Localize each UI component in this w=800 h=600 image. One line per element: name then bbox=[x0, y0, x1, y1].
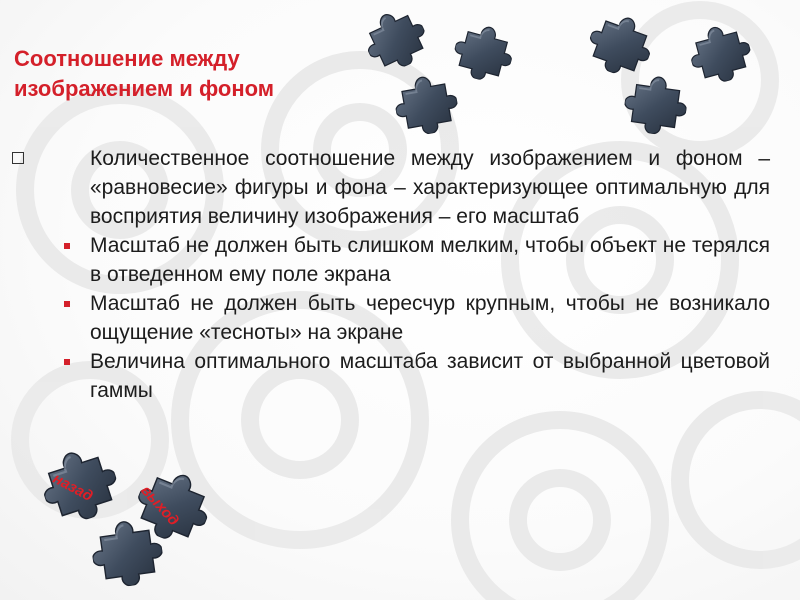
red-square-bullet-icon bbox=[64, 359, 70, 365]
back-link[interactable]: назад bbox=[50, 470, 96, 506]
checkbox-square-icon bbox=[12, 152, 24, 164]
list-item bbox=[10, 289, 770, 347]
slide-title: Соотношение между изображением и фоном bbox=[14, 46, 275, 101]
list-item-text: Величина оптимального масштаба зависит от выбранной цветовой гаммы bbox=[90, 350, 770, 402]
red-square-bullet-icon bbox=[64, 301, 70, 307]
content-list bbox=[10, 144, 770, 405]
list-item bbox=[10, 347, 770, 405]
list-item-text: Масштаб не должен быть слишком мелким, чтобы объект не терялся в отведенном ему поле экрана bbox=[90, 234, 770, 286]
list-item-text: Масштаб не должен быть чересчур крупным, чтобы не возникало ощущение «тесноты» на экране bbox=[90, 292, 770, 344]
list-item bbox=[10, 231, 770, 289]
list-item-text: Количественное соотношение между изображением и фоном – «равновесие» фигуры и фона – характеризующее оптимальную для восприятия величину изображения – его масштаб bbox=[90, 147, 770, 228]
list-item bbox=[10, 144, 770, 231]
exit-link[interactable]: выход bbox=[137, 482, 183, 530]
red-square-bullet-icon bbox=[64, 243, 70, 249]
